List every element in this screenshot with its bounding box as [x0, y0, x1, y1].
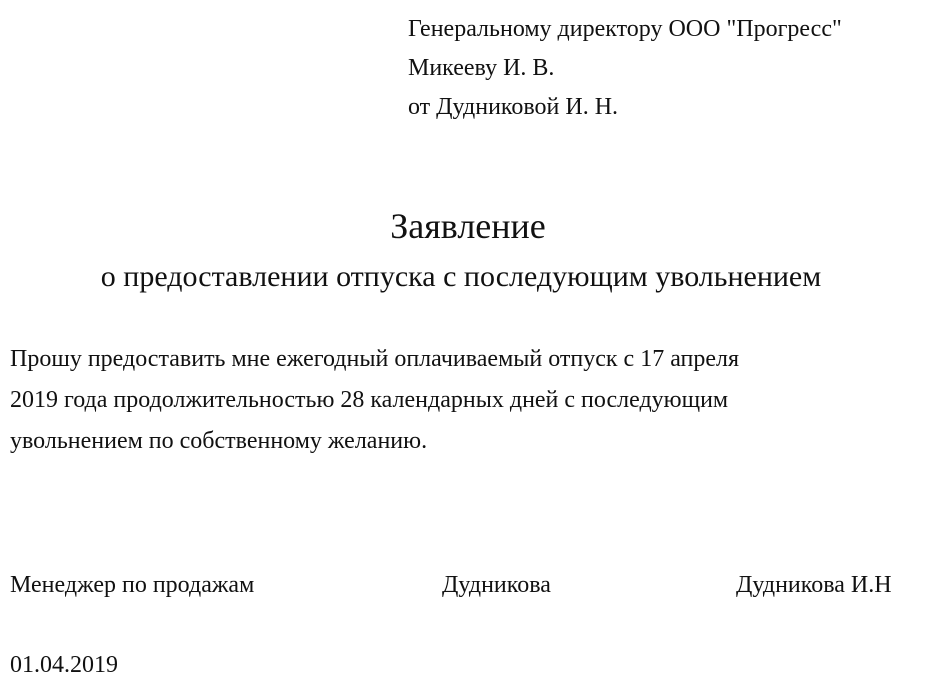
- document-date: 01.04.2019: [10, 652, 118, 678]
- signer-full-name: Дудникова И.Н: [736, 572, 892, 598]
- document-subtitle: о предоставлении отпуска с последующим увольнением: [100, 260, 822, 293]
- addressee-line-name: Микееву И. В.: [408, 55, 555, 81]
- signer-position: Менеджер по продажам: [10, 572, 255, 598]
- document-title: Заявление: [390, 206, 546, 246]
- body-line-1: Прошу предоставить мне ежегодный оплачиваемый отпуск с 17 апреля: [10, 346, 740, 372]
- addressee-block: [408, 10, 842, 127]
- application-body: [10, 339, 739, 462]
- signer-signature: Дудникова: [442, 572, 551, 598]
- addressee-line-director: Генеральному директору ООО "Прогресс": [408, 16, 842, 42]
- body-line-3: увольнением по собственному желанию.: [10, 428, 428, 454]
- body-line-2: 2019 года продолжительностью 28 календарных дней с последующим: [10, 387, 729, 413]
- addressee-line-from: от Дудниковой И. Н.: [408, 94, 619, 120]
